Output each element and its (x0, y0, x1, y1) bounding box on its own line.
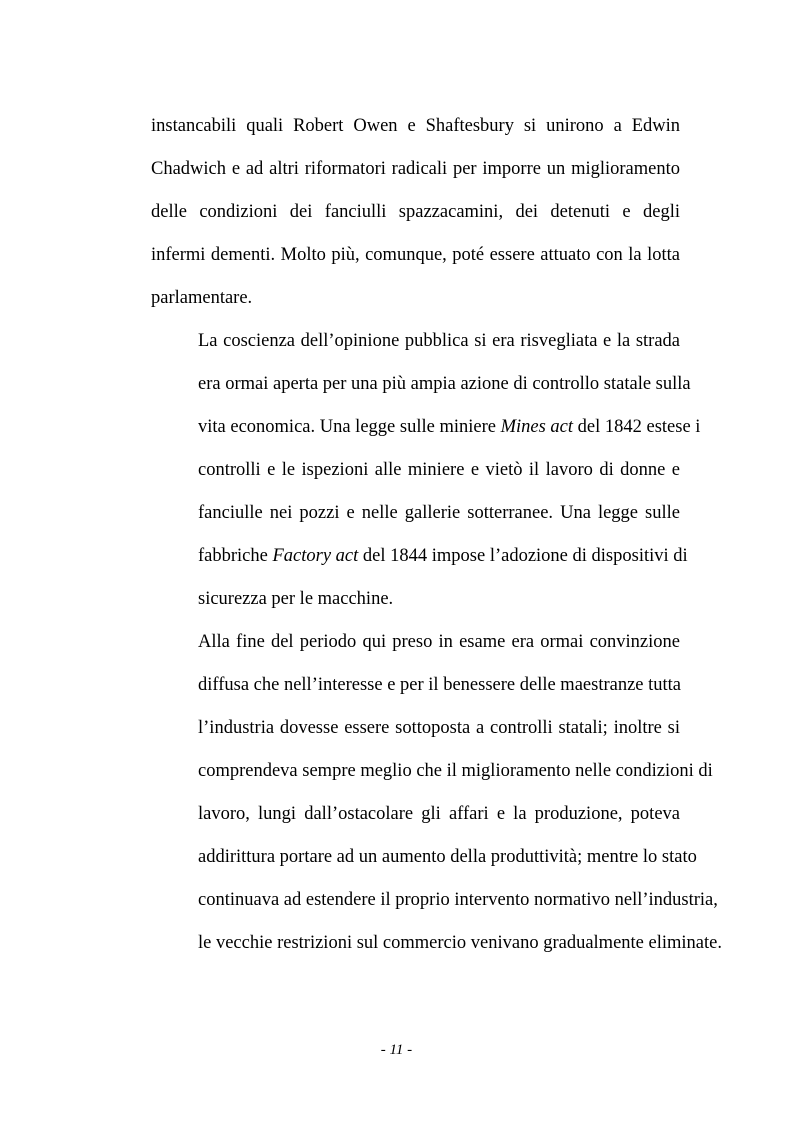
text-line-with-italic (151, 406, 701, 449)
text-line: addirittura portare ad un aumento della produttività; mentre lo stato (198, 847, 697, 867)
text-line: instancabili quali Robert Owen e Shaftesbury si unirono a Edwin (151, 116, 680, 136)
text-line: Alla fine del periodo qui preso in esame era ormai convinzione (198, 632, 680, 652)
text-segment: fabbriche (198, 546, 273, 566)
text-line: controlli e le ispezioni alle miniere e vietò il lavoro di donne e (198, 460, 680, 480)
text-line: La coscienza dell’opinione pubblica si era risvegliata e la strada (198, 331, 680, 351)
text-line-with-italic (151, 535, 688, 578)
text-segment: del 1844 impose l’adozione di dispositivi di (358, 546, 688, 566)
text-line: lavoro, lungi dall’ostacolare gli affari e la produzione, poteva (198, 804, 680, 824)
text-segment: del 1842 estese i (573, 417, 701, 437)
text-line: l’industria dovesse essere sottoposta a controlli statali; inoltre si (198, 718, 680, 738)
text-line: parlamentare. (151, 288, 253, 308)
text-segment: vita economica. Una legge sulle miniere (198, 417, 501, 437)
paragraph-1 (151, 105, 680, 320)
text-line: era ormai aperta per una più ampia azione di controllo statale sulla (198, 374, 691, 394)
text-line: continuava ad estendere il proprio intervento normativo nell’industria, (198, 890, 718, 910)
paragraph-3 (151, 621, 722, 965)
text-line: le vecchie restrizioni sul commercio venivano gradualmente eliminate. (198, 933, 722, 953)
document-body (151, 105, 722, 965)
text-line: infermi dementi. Molto più, comunque, poté essere attuato con la lotta (151, 245, 680, 265)
text-line: sicurezza per le macchine. (198, 589, 394, 609)
text-line: Chadwich e ad altri riformatori radicali per imporre un miglioramento (151, 159, 680, 179)
page-number: - 11 - (380, 1042, 413, 1058)
text-line: fanciulle nei pozzi e nelle gallerie sotterranee. Una legge sulle (198, 503, 680, 523)
italic-term-factory-act: Factory act (272, 546, 359, 566)
italic-term-mines-act: Mines act (500, 417, 574, 437)
text-line: delle condizioni dei fanciulli spazzacamini, dei detenuti e degli (151, 202, 680, 222)
text-line: diffusa che nell’interesse e per il benessere delle maestranze tutta (198, 675, 682, 695)
text-line: comprendeva sempre meglio che il miglioramento nelle condizioni di (198, 761, 713, 781)
paragraph-2 (151, 320, 701, 621)
